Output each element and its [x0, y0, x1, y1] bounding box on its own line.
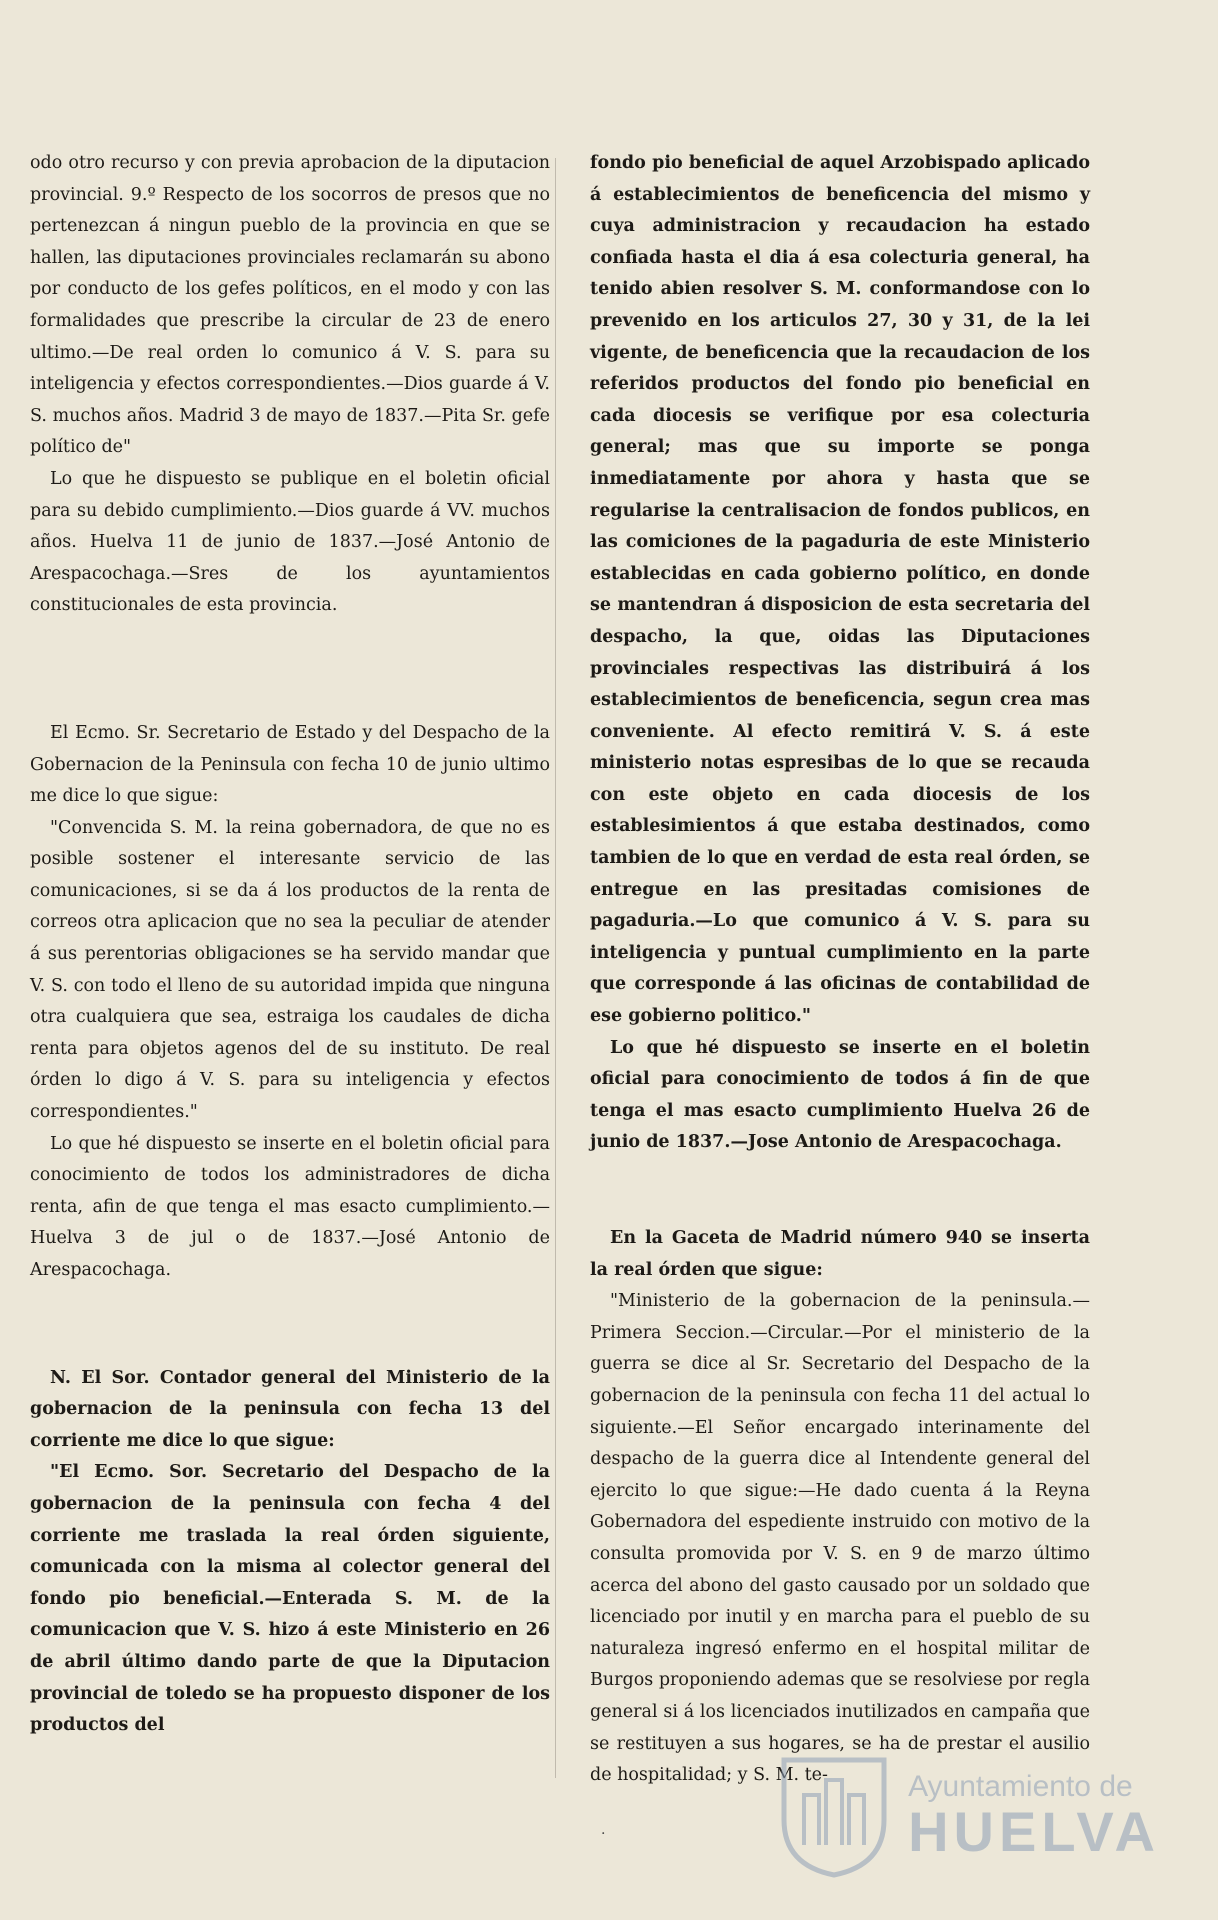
left-paragraph-2: Lo que he dispuesto se publique en el boletin oficial para su debido cumplimiento.—Dios guarde á VV. muchos años. Huelva 11 de junio de 1837.—José Antonio de Arespacochaga.—Sres de los ayuntamientos constitucionales de esta provincia. [30, 468, 550, 616]
watermark-text [908, 1770, 1160, 1863]
left-paragraph-4: "Convencida S. M. la reina gobernadora, de que no es posible sostener el interesante servicio de las comunicaciones, si se da á los productos de la renta de correos otra aplicacion que no sea la peculiar de atender á sus perentorias obligaciones se ha servido mandar que V. S. con todo el lleno de su autoridad impida que ninguna otra cualquiera que sea, estraiga los caudales de dicha renta para objetos agenos del de su instituto. De real órden lo digo á V. S. para su inteligencia y efectos correspondientes." [30, 817, 550, 1123]
watermark-line-2: HUELVA [908, 1800, 1160, 1863]
right-column [590, 148, 1090, 1792]
city-shield-icon [774, 1750, 894, 1880]
left-paragraph-7: "El Ecmo. Sor. Secretario del Despacho de la gobernacion de la peninsula con fecha 4 del corriente me traslada la real órden siguiente, comunicada con la misma al colector general del fondo pio beneficial.—Enterada S. M. de la comunicacion que V. S. hizo á este Ministerio en 26 de abril último dando parte de que la Diputacion provincial de toledo se ha propuesto disponer de los productos del [30, 1462, 550, 1736]
watermark [774, 1750, 1160, 1880]
right-paragraph-3: En la Gaceta de Madrid número 940 se inserta la real órden que sigue: [590, 1228, 1090, 1280]
page-mark: . [601, 1822, 606, 1838]
left-column [30, 148, 550, 1742]
right-paragraph-4: "Ministerio de la gobernacion de la peninsula.—Primera Seccion.—Circular.—Por el ministerio de la guerra se dice al Sr. Secretario del Despacho de la gobernacion de la peninsula con fecha 11 del actual lo siguiente.—El Señor encargado interinamente del despacho de la guerra dice al Intendente general del ejercito lo que sigue:—He dado cuenta á la Reyna Gobernadora del espediente instruido con motivo de la consulta promovida por V. S. en 9 de marzo último acerca del abono del gasto causado por un soldado que licenciado por inutil y en marcha para el pueblo de su naturaleza ingresó enfermo en el hospital militar de Burgos proponiendo ademas que se resolviese por regla general si á los licenciados inutilizados en campaña que se restituyen a sus hogares, se ha de prestar el ausilio de hospitalidad; y S. M. te- [590, 1291, 1090, 1786]
right-paragraph-1: fondo pio beneficial de aquel Arzobispado aplicado á establecimientos de beneficencia del mismo y cuya administracion y recaudacion ha estado confiada hasta el dia á esa colecturia general, ha tenido abien resolver S. M. conformandose con lo prevenido en los articulos 27, 30 y 31, de la lei vigente, de beneficencia que la recaudacion de los referidos productos del fondo pio beneficial en cada diocesis se verifique por esa colecturia general; mas que su importe se ponga inmediatamente por ahora y hasta que se regularise la centralisacion de fondos publicos, en las comiciones de la pagaduria de este Ministerio establecidas en cada gobierno político, en donde se mantendran á disposicion de esta secretaria del despacho, la que, oidas las Diputaciones provinciales respectivas las distribuirá á los establecimientos de beneficencia, segun crea mas conveniente. Al efecto remitirá V. S. á este ministerio notas espresibas de lo que se recauda con este objeto en cada diocesis de los establesimientos á que estaba destinados, como tambien de lo que en verdad de esta real órden, se entregue en las presitadas comisiones de pagaduria.—Lo que comunico á V. S. para su inteligencia y puntual cumplimiento en la parte que corresponde á las oficinas de contabilidad de ese gobierno politico." [590, 153, 1090, 1027]
column-rule [555, 158, 556, 1778]
left-paragraph-6: N. El Sor. Contador general del Ministerio de la gobernacion de la peninsula con fecha 13 del corriente me dice lo que sigue: [30, 1367, 550, 1451]
left-paragraph-3: El Ecmo. Sr. Secretario de Estado y del Despacho de la Gobernacion de la Peninsula con fecha 10 de junio ultimo me dice lo que sigue: [30, 722, 550, 807]
right-paragraph-2: Lo que hé dispuesto se inserte en el boletin oficial para conocimiento de todos á fin de que tenga el mas esacto cumplimiento Huelva 26 de junio de 1837.—Jose Antonio de Arespacochaga. [590, 1037, 1090, 1153]
watermark-line-1: Ayuntamiento de [908, 1770, 1133, 1803]
left-paragraph-5: Lo que hé dispuesto se inserte en el boletin oficial para conocimiento de todos los administradores de dicha renta, afin de que tenga el mas esacto cumplimiento.—Huelva 3 de jul o de 1837.—José Antonio de Arespacochaga. [30, 1133, 550, 1280]
left-paragraph-1: odo otro recurso y con previa aprobacion de la diputacion provincial. 9.º Respecto de los socorros de presos que no pertenezcan á ningun pueblo de la provincia en que se hallen, las diputaciones provinciales reclamarán su abono por conducto de los gefes políticos, en el modo y con las formalidades que prescribe la circular de 23 de enero ultimo.—De real orden lo comunico á V. S. para su inteligencia y efectos correspondientes.—Dios guarde á V. S. muchos años. Madrid 3 de mayo de 1837.—Pita Sr. gefe político de" [30, 153, 550, 458]
